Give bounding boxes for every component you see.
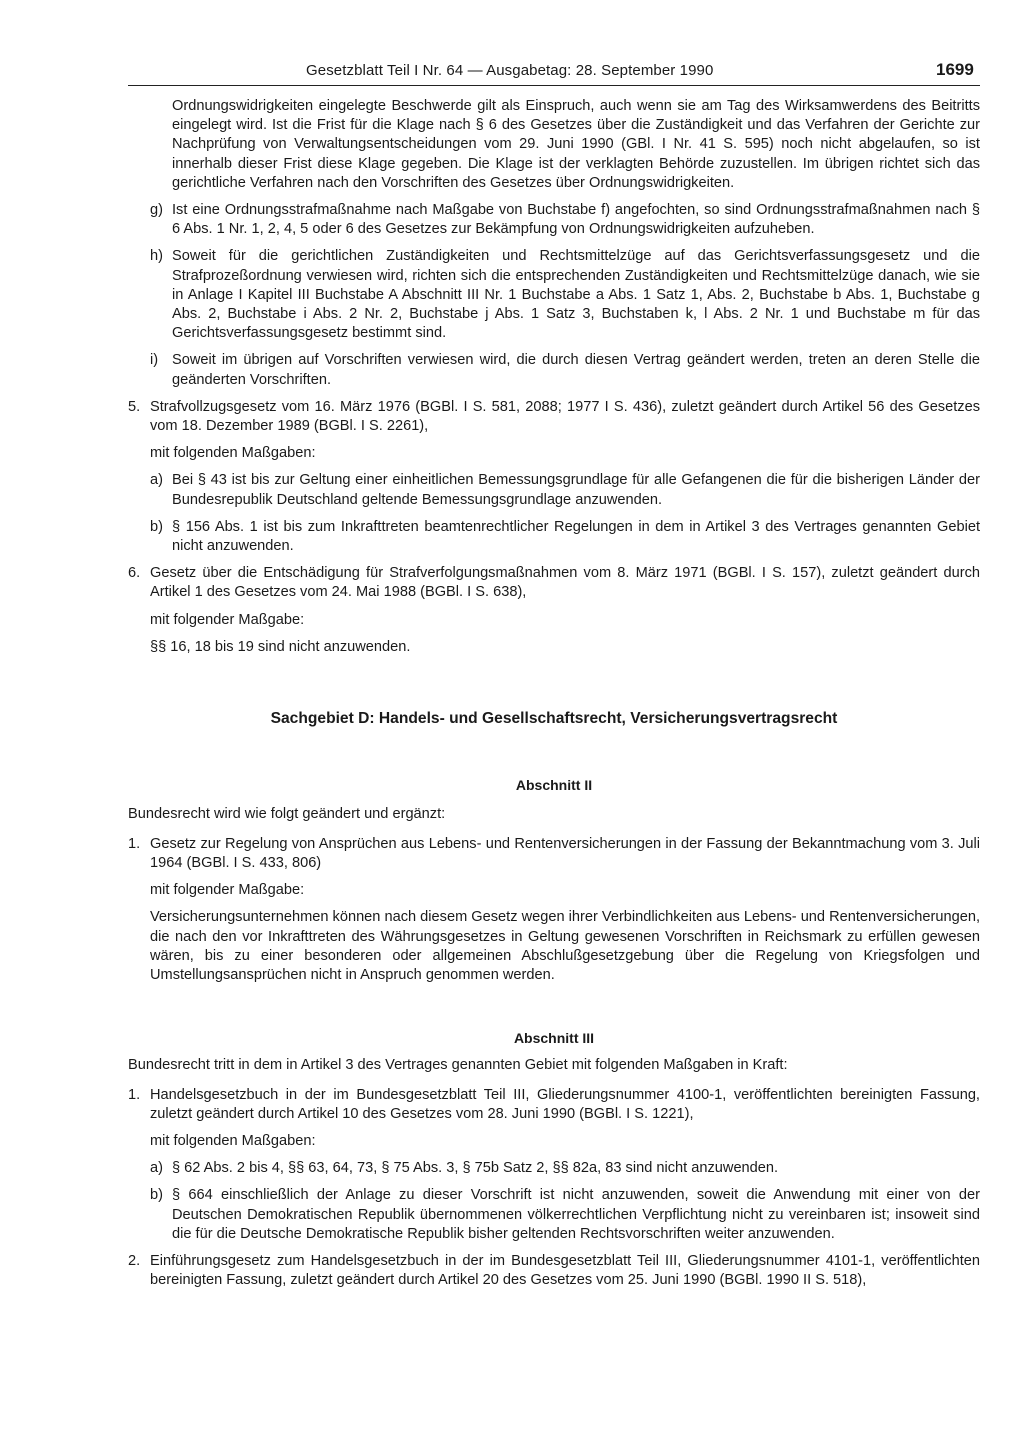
item-number: 5. <box>128 398 141 415</box>
item-label: i) <box>150 352 159 369</box>
item-text: Soweit für die gerichtlichen Zuständigkeiten und Rechtsmittelzüge auf das Gerichtsverfassungsgesetz und die Strafprozeßordnung verwiesen wird, richten sich die entsprechenden Zuständigkeiten und Rechtsmittelzüge danach, wie sie in Anlage I Kapitel III Buchstabe A Abschnitt III Nr. 1 Buchstabe a Abs. 1 Satz 1, Abs. 2, Buchstabe b Abs. 1, Buchstabe g Abs. 2, Buchstabe i Abs. 2 Nr. 2, Buchstabe j Abs. 1 Satz 3, Buchstaben k, l Abs. 2 Nr. 1 und Buchstabe m für das Gerichtsverfassungsgesetz bestimmt sind. <box>172 248 980 342</box>
item-text: § 156 Abs. 1 ist bis zum Inkrafttreten beamtenrechtlicher Regelungen in dem in Artikel 3 des Vertrages genannten Gebiet nicht anzuwenden. <box>172 518 980 555</box>
item-rule: §§ 16, 18 bis 19 sind nicht anzuwenden. <box>150 638 411 655</box>
item-text: Handelsgesetzbuch in der im Bundesgesetzblatt Teil III, Gliederungsnummer 4100-1, veröffentlichten bereinigten Fassung, zuletzt geändert durch Artikel 10 des Gesetzes vom 28. Juni 1990 (BGBl. I S. 1221), <box>150 1086 980 1122</box>
numbered-item-1 <box>128 1086 980 1124</box>
continuation-paragraph: Ordnungswidrigkeiten eingelegte Beschwerde gilt als Einspruch, auch wenn sie am Tag des Wirksamwerdens des Beitritts eingelegt wird. Ist die Frist für die Klage nach § 6 des Gesetzes über die Zuständigkeit und das Verfahren der Gerichte zur Nachprüfung von Verwaltungsentscheidungen vom 29. Juni 1990 (GBl. I Nr. 41 S. 595) noch nicht abgelaufen, so ist innerhalb dieser Frist diese Klage gegeben. Die Klage ist der verklagten Behörde zuzustellen. Im übrigen richtet sich das gerichtliche Verfahren nach den Vorschriften des Gesetzes über Ordnungswidrigkeiten. <box>172 98 980 191</box>
section-title: Sachgebiet D: Handels- und Gesellschaftsrecht, Versicherungsvertragsrecht <box>270 710 838 728</box>
item-text: § 664 einschließlich der Anlage zu dieser Vorschrift ist nicht anzuwenden, soweit die Anwendung mit einer von der Deutschen Demokratischen Republik übernommenen völkerrechtlichen Verpflichtung nicht zu vereinbaren ist; insoweit sind die für die Deutsche Demokratische Republik bisher geltenden Rechtsvorschriften weiter anzuwenden. <box>172 1187 980 1242</box>
item-text: Gesetz zur Regelung von Ansprüchen aus Lebens- und Rentenversicherungen in der Fassung der Bekanntmachung vom 3. Juli 1964 (BGBl. I S. 433, 806) <box>150 835 980 871</box>
numbered-item-5 <box>128 398 980 436</box>
item-text: Bei § 43 ist bis zur Geltung einer einheitlichen Bemessungsgrundlage für alle Gefangenen die für die bisherigen Länder der Bundesrepublik Deutschland geltende Bemessungsgrundlage anzuwenden. <box>172 472 980 508</box>
item-label: a) <box>150 1160 163 1177</box>
page-header <box>0 58 1024 84</box>
item-intro: mit folgender Maßgabe: <box>150 611 305 628</box>
list-item <box>128 1186 980 1244</box>
abschnitt-ii-intro: Bundesrecht wird wie folgt geändert und ergänzt: <box>128 806 446 823</box>
list-item <box>128 351 980 389</box>
list-item <box>128 201 980 239</box>
item-text: Strafvollzugsgesetz vom 16. März 1976 (BGBl. I S. 581, 2088; 1977 I S. 436), zuletzt geändert durch Artikel 56 des Gesetzes vom 18. Dezember 1989 (BGBl. I S. 2261), <box>150 398 980 435</box>
item-number: 1. <box>128 835 141 852</box>
item-number: 6. <box>128 565 141 582</box>
item-text: Soweit im übrigen auf Vorschriften verwiesen wird, die durch diesen Vertrag geändert werden, treten an deren Stelle die geänderten Vorschriften. <box>172 352 980 388</box>
item-body: Versicherungsunternehmen können nach diesem Gesetz wegen ihrer Verbindlichkeiten aus Lebens- und Rentenversicherungen, die nach den vor Inkrafttreten des Währungsgesetzes in Geltung gewesenen Vorschriften in Reichsmark zu erfüllen gewesen wären, bis zu einer besonderen oder allgemeinen Abschlußgesetzgebung über die Regelung von Kriegsfolgen und Umstellungsansprüchen nicht in Anspruch genommen werden. <box>150 909 980 983</box>
item-label: g) <box>150 202 163 219</box>
item-intro: mit folgender Maßgabe: <box>150 882 305 899</box>
item-label: b) <box>150 1187 163 1204</box>
item-label: b) <box>150 518 163 535</box>
list-item <box>128 1159 980 1178</box>
list-item <box>128 247 980 343</box>
abschnitt-iii-title: Abschnitt III <box>513 1030 595 1047</box>
item-text: Ist eine Ordnungsstrafmaßnahme nach Maßgabe von Buchstabe f) angefochten, so sind Ordnungsstrafmaßnahmen nach § 6 Abs. 1 Nr. 1, 2, 4, 5 oder 6 des Gesetzes zur Bekämpfung von Ordnungswidrigkeiten aufzuheben. <box>172 202 980 238</box>
abschnitt-ii-title: Abschnitt II <box>515 777 593 794</box>
header-rule <box>128 85 980 86</box>
item-intro: mit folgenden Maßgaben: <box>150 445 316 462</box>
item-label: a) <box>150 472 163 489</box>
item-text: Gesetz über die Entschädigung für Strafverfolgungsmaßnahmen vom 8. März 1971 (BGBl. I S. 157), zuletzt geändert durch Artikel 1 des Gesetzes vom 24. Mai 1988 (BGBl. I S. 638), <box>150 565 980 601</box>
item-text: § 62 Abs. 2 bis 4, §§ 63, 64, 73, § 75 Abs. 3, § 75b Satz 2, §§ 82a, 83 sind nicht anzuwenden. <box>172 1160 779 1177</box>
item-text: Einführungsgesetz zum Handelsgesetzbuch in der im Bundesgesetzblatt Teil III, Gliederungsnummer 4101-1, veröffentlichten bereinigten Fassung, zuletzt geändert durch Artikel 20 des Gesetzes vom 25. Juni 1990 (BGBl. 1990 II S. 518), <box>150 1252 980 1289</box>
item-number: 2. <box>128 1252 141 1269</box>
header-title: Gesetzblatt Teil I Nr. 64 — Ausgabetag: 28. September 1990 <box>306 62 714 79</box>
item-label: h) <box>150 248 163 265</box>
list-item <box>128 518 980 556</box>
numbered-item-2 <box>128 1252 980 1290</box>
item-intro: mit folgenden Maßgaben: <box>150 1132 316 1149</box>
page-number: 1699 <box>936 60 974 79</box>
list-item <box>128 471 980 509</box>
numbered-item-6 <box>128 564 980 602</box>
numbered-item-1 <box>128 835 980 873</box>
abschnitt-iii-intro: Bundesrecht tritt in dem in Artikel 3 des Vertrages genannten Gebiet mit folgenden Maßgaben in Kraft: <box>128 1057 788 1074</box>
item-number: 1. <box>128 1086 141 1103</box>
document-body <box>128 97 980 1290</box>
